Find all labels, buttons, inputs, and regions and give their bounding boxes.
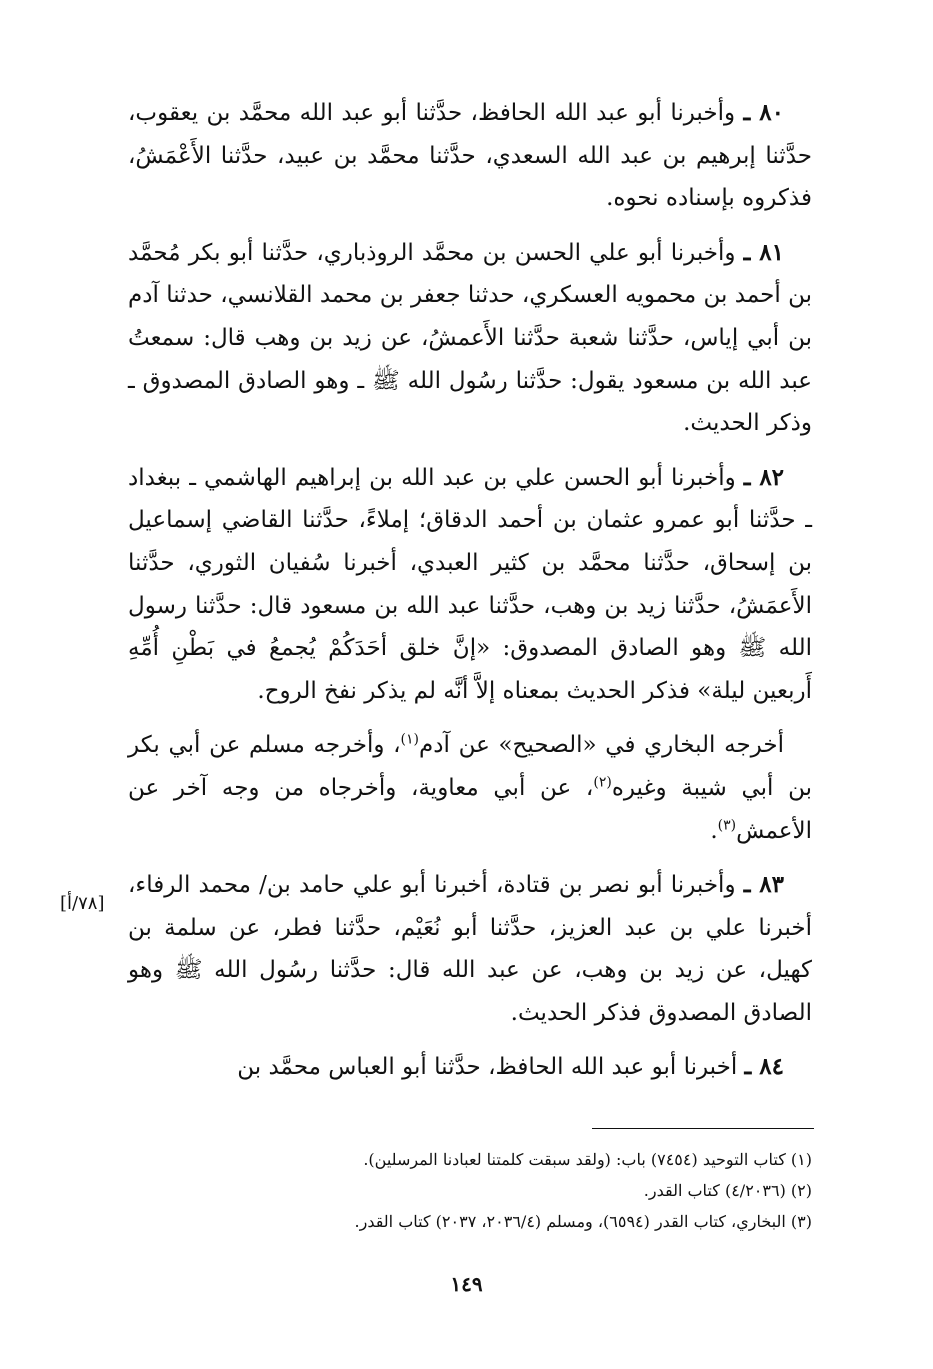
hadith-text: وأخبرنا أبو علي الحسن بن محمَّد الروذباري، حدَّثنا أبو بكر مُحمَّد بن أحمد بن محمويه العسكري، حدثنا جعفر بن محمد القلانسي، حدثنا آدم بن أبي إياس، حدَّثنا شعبة حدَّثنا الأَعمشُ، عن زيد بن وهب قال: سمعتُ عبد الله بن مسعود يقول: حدَّثنا رسُول الله ﷺ ـ وهو الصادق المصدوق ـ وذكر الحديث. (128, 239, 812, 437)
main-text (128, 92, 812, 1089)
takhrij-text-2: ، وأخرجه مسلم عن أبي بكر بن أبي شيبة وغيره (128, 732, 812, 801)
hadith-text: وأخبرنا أبو عبد الله الحافظ، حدَّثنا أبو عبد الله محمَّد بن يعقوب، حدَّثنا إبرهيم بن عبد الله السعدي، حدَّثنا محمَّد بن عبيد، حدَّثنا الأَعْمَشُ، فذكروه بإسناده نحوه. (128, 100, 812, 212)
hadith-text: وأخبرنا أبو نصر بن قتادة، أخبرنا أبو علي حامد بن/ محمد الرفاء، أخبرنا علي بن عبد العزيز، حدَّثنا أبو نُعَيْم، حدَّثنا فطر، عن سلمة بن كهيل، عن زيد بن وهب، عن عبد الله قال: حدَّثنا رسُول الله ﷺ وهو الصادق المصدوق فذكر الحديث. (128, 872, 812, 1026)
hadith-82 (128, 457, 812, 713)
footnote-1 (128, 1144, 812, 1175)
footnotes (128, 1144, 812, 1237)
footnote-marker: (١) (790, 1150, 812, 1169)
footnote-ref-1[interactable]: (١) (400, 731, 420, 748)
hadith-number: ٨٢ ـ (743, 463, 785, 491)
hadith-80 (128, 92, 812, 220)
takhrij-text-4: . (710, 817, 718, 844)
takhrij-text-3: ، عن أبي معاوية، وأخرجاه من وجه آخر عن الأعمش (128, 774, 812, 844)
takhrij-paragraph (128, 724, 812, 852)
footnote-ref-2[interactable]: (٢) (593, 774, 612, 791)
hadith-number: ٨٤ ـ (744, 1053, 784, 1081)
footnote-divider (592, 1128, 814, 1129)
footnote-text: البخاري، كتاب القدر (٦٥٩٤)، ومسلم (٢٠٣٦/٤، ٢٠٣٧) كتاب القدر. (354, 1212, 786, 1231)
footnote-marker: (٣) (790, 1212, 812, 1231)
manuscript-folio-reference: [٧٨/أ] (60, 893, 105, 914)
hadith-text: أخبرنا أبو عبد الله الحافظ، حدَّثنا أبو العباس محمَّد بن (237, 1054, 738, 1081)
hadith-number: ٨٣ ـ (743, 871, 784, 899)
hadith-84 (128, 1046, 812, 1089)
hadith-81 (128, 232, 812, 445)
hadith-83 (128, 864, 812, 1034)
footnote-text: (٤/٢٠٣٦) كتاب القدر. (643, 1181, 786, 1200)
hadith-number: ٨٠ ـ (743, 99, 784, 126)
footnote-3 (128, 1206, 812, 1237)
footnote-marker: (٢) (790, 1181, 812, 1200)
footnote-ref-3[interactable]: (٣) (717, 816, 737, 833)
footnote-text: كتاب التوحيد (٧٤٥٤) باب: (ولقد سبقت كلمتنا لعبادنا المرسلين). (363, 1150, 786, 1169)
hadith-text: وأخبرنا أبو الحسن علي بن عبد الله بن إبراهيم الهاشمي ـ ببغداد ـ حدَّثنا أبو عمرو عثمان بن أحمد الدقاق؛ إملاءً، حدَّثنا القاضي إسماعيل بن إسحاق، حدَّثنا محمَّد بن كثير العبدي، أخبرنا سُفيان الثوري، حدَّثنا الأَعمَشُ، حدَّثنا زيد بن وهب، حدَّثنا عبد الله بن مسعود قال: حدَّثنا رسول الله ﷺ وهو الصادق المصدوق: «إنَّ خلق أحَدَكُمْ يُجمعُ في بَطْنِ أُمِّهِ أَربعين ليلة» فذكر الحديث بمعناه إلاَّ أنَّه لم يذكر نفخ الروح. (128, 464, 812, 704)
takhrij-text-1: أخرجه البخاري في «الصحيح» عن آدم (419, 732, 784, 759)
hadith-number: ٨١ ـ (743, 238, 785, 266)
footnote-2 (128, 1175, 812, 1206)
page-number: ١٤٩ (450, 1272, 483, 1296)
